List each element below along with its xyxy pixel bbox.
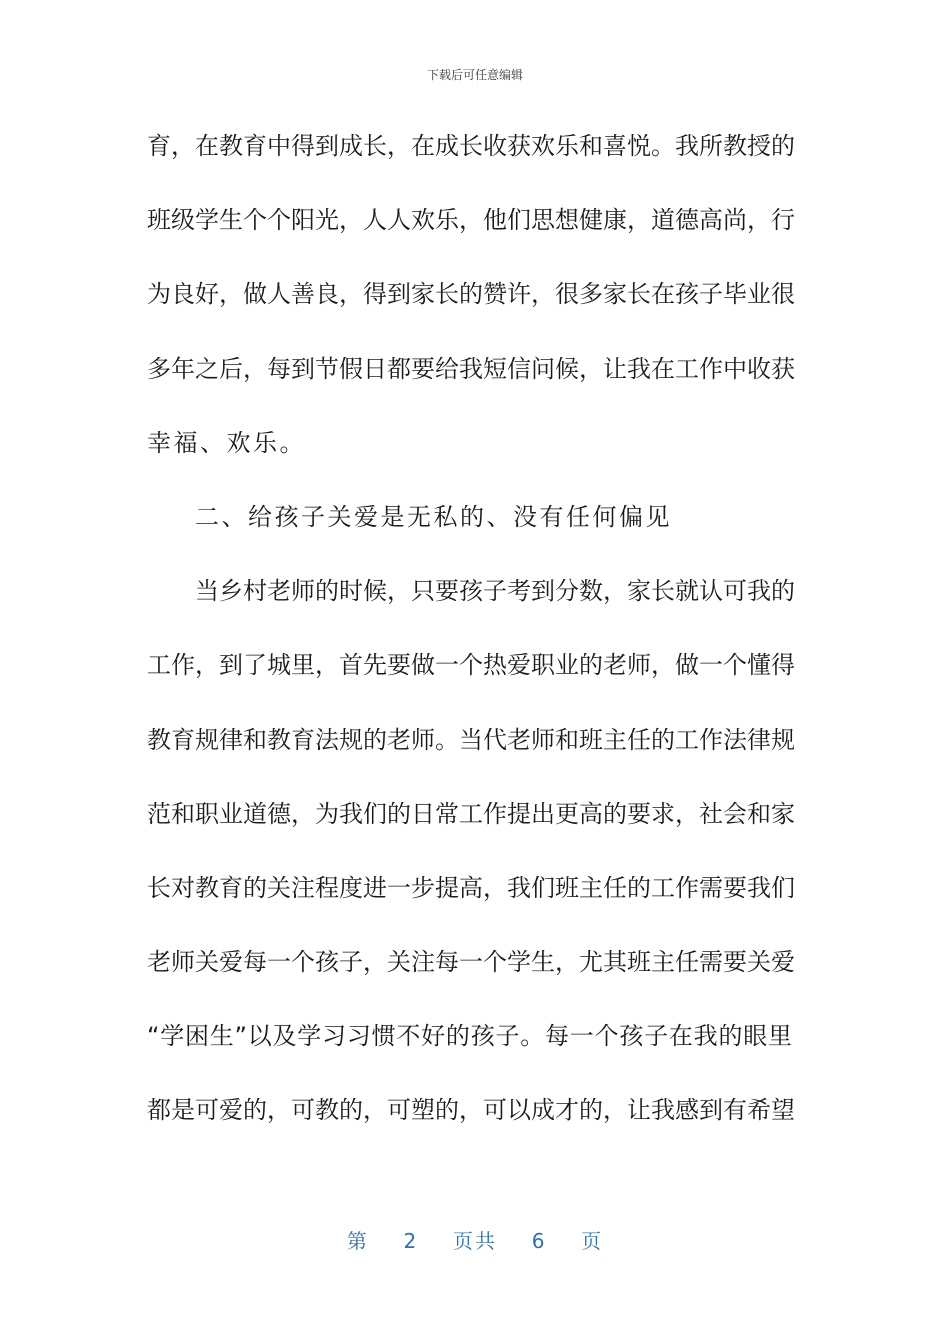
body-line: 教育规律和教育法规的老师。当代老师和班主任的工作法律规 [147, 725, 795, 754]
section-heading: 二、给孩子关爱是无私的、没有任何偏见 [195, 502, 672, 531]
body-line: 长对教育的关注程度进一步提高，我们班主任的工作需要我们 [147, 873, 795, 902]
footer-prefix: 第 [346, 1229, 369, 1253]
page-footer [0, 1225, 950, 1254]
footer-suffix: 页 [581, 1229, 604, 1253]
body-line: 当乡村老师的时候，只要孩子考到分数，家长就认可我的 [195, 577, 795, 606]
body-line: 育，在教育中得到成长，在成长收获欢乐和喜悦。我所教授的 [147, 132, 795, 160]
body-line: 都是可爱的，可教的，可塑的，可以成才的，让我感到有希望 [147, 1096, 795, 1125]
page-header: 下载后可任意编辑 [426, 68, 523, 82]
body-line: 班级学生个个阳光，人人欢乐，他们思想健康，道德高尚，行 [147, 206, 795, 235]
document-body [147, 121, 795, 1160]
body-line: 为良好，做人善良，得到家长的赞许，很多家长在孩子毕业很 [147, 280, 795, 309]
total-pages-number: 6 [531, 1229, 547, 1253]
footer-middle: 页共 [453, 1229, 497, 1253]
body-line: 多年之后，每到节假日都要给我短信问候，让我在工作中收获 [147, 354, 795, 383]
current-page-number: 2 [403, 1229, 419, 1253]
body-line: 老师关爱每一个孩子，关注每一个学生，尤其班主任需要关爱 [147, 948, 795, 977]
body-line: 工作，到了城里，首先要做一个热爱职业的老师，做一个懂得 [147, 651, 795, 680]
body-line: “学困生”以及学习习惯不好的孩子。每一个孩子在我的眼里 [147, 1022, 792, 1051]
body-line: 幸福、欢乐。 [147, 428, 306, 457]
body-line: 范和职业道德，为我们的日常工作提出更高的要求，社会和家 [147, 799, 795, 828]
